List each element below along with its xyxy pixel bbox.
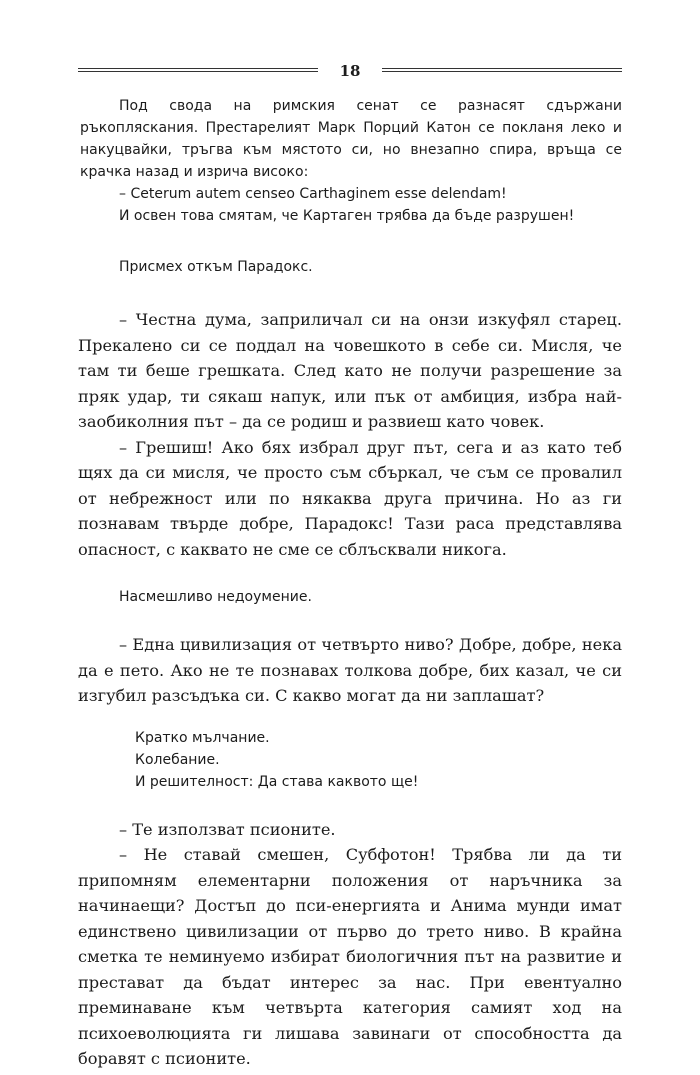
dialog-paragraph: – Грешиш! Ако бях избрал друг път, сега и аз като теб щях да си мисля, че просто съм сбъркал, че съм се провалил от небрежност или по някаква друга причина. Но аз ги познавам твърде добре, Парадокс! Тази раса представлява опасност, с каквато не сме се сблъсквали никога. (78, 437, 622, 559)
thought-line: Колебание. (135, 751, 220, 768)
quote-paragraph: Под свода на римския сенат се разнасят сдържани ръкопляскания. Престарелият Марк Порций Катон се покланя леко и накуцвайки, тръгва към мястото си, но внезапно спира, връща се крачка назад и изрича високо: (80, 98, 622, 180)
quote-latin-line: – Ceterum autem censeo Carthaginem esse delendam! (119, 186, 507, 202)
quote-block (78, 95, 622, 227)
page-number: 18 (339, 62, 361, 80)
thought-line: Кратко мълчание. (135, 729, 270, 746)
quote-translation: И освен това смятам, че Картаген трябва да бъде разрушен! (119, 208, 575, 224)
header-rule-right (382, 68, 622, 72)
page-header (78, 58, 622, 84)
thought-paragraph: Присмех откъм Парадокс. (119, 259, 313, 275)
thought-paragraph: Насмешливо недоумение. (119, 589, 312, 605)
thought-line: И решителност: Да става каквото ще! (135, 773, 419, 790)
dialog-paragraph: – Не ставай смешен, Субфотон! Трябва ли да ти припомням елементарни положения от наръчника за начинаещи? Достъп до пси-енергията и Анима мунди имат единствено цивилизации от първо до трето ниво. В крайна сметка те неминуемо избират биологичния път на развитие и престават да бъдат интерес за нас. При евентуално преминаване към четвърта категория самият ход на психоеволюцията ги лишава завинаги от способността да боравят с псионите. (78, 845, 622, 1068)
dialog-paragraph: – Те използват псионите. (119, 819, 336, 839)
dialog-paragraph: – Честна дума, заприличал си на онзи изкуфял старец. Прекалено си се поддал на човешкото в себе си. Мисля, че там ти беше грешката. След като не получи разрешение за пряк удар, ти сякаш напук, или пък от амбиция, избра най-заобиколния път – да се родиш и развиеш като човек. (78, 310, 622, 431)
page-content (78, 95, 622, 1072)
thought-block (78, 727, 622, 793)
dialog-paragraph: – Една цивилизация от четвърто ниво? Добре, добре, нека да е пето. Ако не те познавах толкова добре, бих казал, че си изгубил разсъдъка си. С какво могат да ни заплашат? (78, 635, 622, 705)
